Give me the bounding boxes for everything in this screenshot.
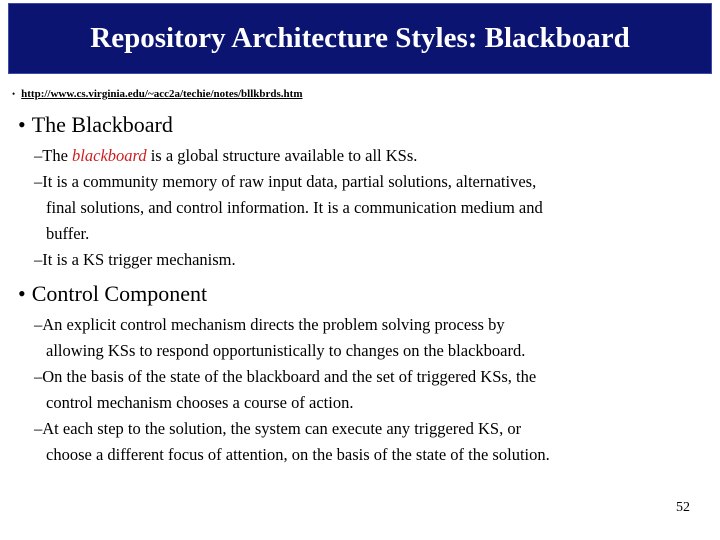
reference-link[interactable]: http://www.cs.virginia.edu/~acc2a/techie/notes/bllkbrds.htm [21,88,303,100]
bullet-heading-blackboard [18,112,173,138]
sub-item-line: control mechanism chooses a course of action. [46,393,354,412]
sub-item-line: –It is a KS trigger mechanism. [34,250,236,269]
sub-item-prefix: –The [34,146,73,165]
sub-item-trigger-mechanism [34,247,702,273]
bullet-heading-text: Control Component [31,281,208,306]
sub-item-each-step [34,416,702,468]
sub-item-line: –An explicit control mechanism directs the problem solving process by [34,315,505,334]
sub-item-community-memory [34,169,702,247]
title-bar [8,3,712,74]
link-bullet: • [12,89,16,99]
bullet-heading-control-component [18,281,207,307]
sub-item-global-structure [34,143,702,169]
blackboard-emphasis: blackboard [72,146,147,165]
sub-item-line: –It is a community memory of raw input data, partial solutions, alternatives, [34,172,537,191]
sub-item-line: final solutions, and control information. It is a communication medium and [46,198,543,217]
slide-title: Repository Architecture Styles: Blackboard [90,22,630,54]
sub-item-line: –At each step to the solution, the system can execute any triggered KS, or [34,419,522,438]
reference-link-row [12,86,303,102]
sub-item-explicit-control [34,312,702,364]
sub-item-state-basis [34,364,702,416]
sub-item-line: choose a different focus of attention, on the basis of the state of the solution. [46,445,550,464]
sub-item-line: buffer. [46,224,90,243]
page-number: 52 [676,500,690,515]
bullet-heading-text: The Blackboard [31,112,173,137]
bullet-marker: • [18,281,26,306]
sub-item-line: –On the basis of the state of the blackboard and the set of triggered KSs, the [34,367,537,386]
sub-item-line: allowing KSs to respond opportunistically to changes on the blackboard. [46,341,526,360]
bullet-marker: • [18,112,26,137]
sub-item-rest: is a global structure available to all KSs. [146,146,418,165]
